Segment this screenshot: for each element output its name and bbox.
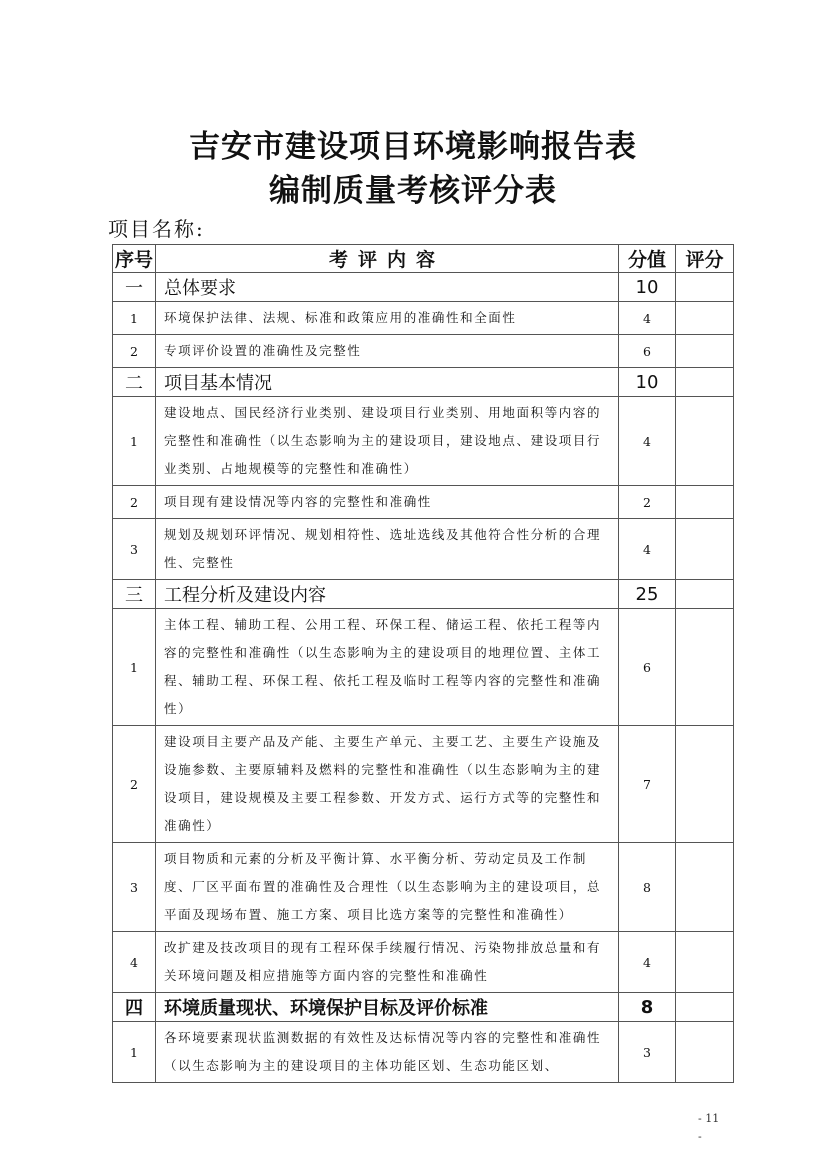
- row-value: 4: [619, 302, 676, 335]
- row-score-cell[interactable]: [676, 609, 734, 726]
- row-score-cell[interactable]: [676, 486, 734, 519]
- row-number: 1: [113, 1022, 156, 1083]
- document-subtitle: 编制质量考核评分表: [269, 173, 557, 209]
- scoring-table: [112, 244, 734, 1083]
- row-value: 3: [619, 1022, 676, 1083]
- row-content: 主体工程、辅助工程、公用工程、环保工程、储运工程、依托工程等内容的完整性和准确性（以生态影响为主的建设项目的地理位置、主体工程、辅助工程、环保工程、依托工程及临时工程等内容的完整性和准确性）: [156, 609, 619, 726]
- section-row: [113, 273, 734, 302]
- row-content: 环境质量现状、环境保护目标及评价标准: [156, 993, 619, 1022]
- row-value: 4: [619, 932, 676, 993]
- row-content: 建设地点、国民经济行业类别、建设项目行业类别、用地面积等内容的完整性和准确性（以生态影响为主的建设项目，建设地点、建设项目行业类别、占地规模等的完整性和准确性）: [156, 397, 619, 486]
- row-content: 专项评价设置的准确性及完整性: [156, 335, 619, 368]
- row-number: 1: [113, 609, 156, 726]
- row-content: 各环境要素现状监测数据的有效性及达标情况等内容的完整性和准确性（以生态影响为主的建设项目的主体功能区划、生态功能区划、: [156, 1022, 619, 1083]
- row-number: 三: [113, 580, 156, 609]
- page-number: - 11 -: [698, 1112, 720, 1143]
- table-row: [113, 843, 734, 932]
- row-score-cell[interactable]: [676, 519, 734, 580]
- row-number: 3: [113, 843, 156, 932]
- table-row: [113, 486, 734, 519]
- row-score-cell[interactable]: [676, 580, 734, 609]
- row-score-cell[interactable]: [676, 932, 734, 993]
- row-value: 6: [619, 609, 676, 726]
- section-row: [113, 580, 734, 609]
- row-number: 四: [113, 993, 156, 1022]
- table-row: [113, 302, 734, 335]
- section-row: [113, 993, 734, 1022]
- row-content: 项目基本情况: [156, 368, 619, 397]
- row-score-cell[interactable]: [676, 726, 734, 843]
- row-number: 1: [113, 302, 156, 335]
- row-value: 6: [619, 335, 676, 368]
- row-score-cell[interactable]: [676, 302, 734, 335]
- row-content: 项目物质和元素的分析及平衡计算、水平衡分析、劳动定员及工作制度、厂区平面布置的准确性及合理性（以生态影响为主的建设项目，总平面及现场布置、施工方案、项目比选方案等的完整性和准确性）: [156, 843, 619, 932]
- project-name-label: 项目名称:: [108, 217, 205, 241]
- row-content: 改扩建及技改项目的现有工程环保手续履行情况、污染物排放总量和有关环境问题及相应措施等方面内容的完整性和准确性: [156, 932, 619, 993]
- row-score-cell[interactable]: [676, 993, 734, 1022]
- row-value: 7: [619, 726, 676, 843]
- header-content: 考评内容: [156, 245, 619, 273]
- row-number: 2: [113, 335, 156, 368]
- table-row: [113, 1022, 734, 1083]
- table-row: [113, 932, 734, 993]
- row-value: 4: [619, 397, 676, 486]
- row-value: 8: [619, 843, 676, 932]
- row-number: 3: [113, 519, 156, 580]
- row-number: 一: [113, 273, 156, 302]
- row-value: 10: [619, 273, 676, 302]
- row-value: 25: [619, 580, 676, 609]
- header-value: 分值: [619, 245, 676, 273]
- row-score-cell[interactable]: [676, 335, 734, 368]
- row-value: 8: [619, 993, 676, 1022]
- row-value: 10: [619, 368, 676, 397]
- row-value: 2: [619, 486, 676, 519]
- row-content: 项目现有建设情况等内容的完整性和准确性: [156, 486, 619, 519]
- row-score-cell[interactable]: [676, 273, 734, 302]
- row-number: 2: [113, 486, 156, 519]
- header-score: 评分: [676, 245, 734, 273]
- row-content: 总体要求: [156, 273, 619, 302]
- table-row: [113, 726, 734, 843]
- row-score-cell[interactable]: [676, 1022, 734, 1083]
- row-number: 1: [113, 397, 156, 486]
- table-header-row: [113, 245, 734, 273]
- row-content: 工程分析及建设内容: [156, 580, 619, 609]
- document-title: 吉安市建设项目环境影响报告表: [189, 129, 637, 165]
- row-score-cell[interactable]: [676, 397, 734, 486]
- row-number: 4: [113, 932, 156, 993]
- row-value: 4: [619, 519, 676, 580]
- row-number: 2: [113, 726, 156, 843]
- row-score-cell[interactable]: [676, 843, 734, 932]
- row-content: 规划及规划环评情况、规划相符性、选址选线及其他符合性分析的合理性、完整性: [156, 519, 619, 580]
- row-score-cell[interactable]: [676, 368, 734, 397]
- header-no: 序号: [113, 245, 156, 273]
- row-content: 环境保护法律、法规、标准和政策应用的准确性和全面性: [156, 302, 619, 335]
- table-row: [113, 609, 734, 726]
- table-row: [113, 335, 734, 368]
- row-number: 二: [113, 368, 156, 397]
- table-row: [113, 397, 734, 486]
- row-content: 建设项目主要产品及产能、主要生产单元、主要工艺、主要生产设施及设施参数、主要原辅料及燃料的完整性和准确性（以生态影响为主的建设项目，建设规模及主要工程参数、开发方式、运行方式等的完整性和准确性）: [156, 726, 619, 843]
- table-row: [113, 519, 734, 580]
- section-row: [113, 368, 734, 397]
